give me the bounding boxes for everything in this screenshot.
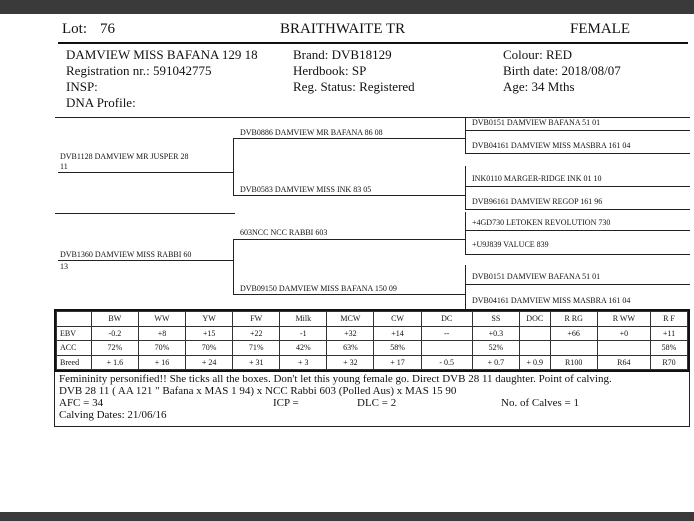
reg-status-value: Reg. Status: Registered xyxy=(293,79,415,94)
ebv-header-cell: DOC xyxy=(519,312,550,327)
breed-cell: + 0.9 xyxy=(519,355,550,370)
breed-cell: + 3 xyxy=(280,355,327,370)
breed-cell: R64 xyxy=(597,355,650,370)
ebv-cell: +14 xyxy=(374,326,421,341)
ebv-header-cell: R WW xyxy=(597,312,650,327)
ebv-header-cell: MCW xyxy=(327,312,374,327)
dam-sire-name: 603NCC NCC RABBI 603 xyxy=(240,228,328,237)
breed-cell: + 32 xyxy=(327,355,374,370)
ggp-line-3 xyxy=(465,186,690,187)
ebv-cell: -- xyxy=(421,326,472,341)
ebv-table xyxy=(56,311,688,370)
ggp-name: +4GD730 LETOKEN REVOLUTION 730 xyxy=(472,218,611,227)
herdbook-value: Herdbook: SP xyxy=(293,63,367,78)
ebv-cell: +8 xyxy=(138,326,185,341)
pedigree-mid-rule xyxy=(55,213,235,214)
ebv-row-label: EBV xyxy=(57,326,92,341)
ebv-cell: +32 xyxy=(327,326,374,341)
acc-row xyxy=(57,341,688,356)
breed-cell: + 16 xyxy=(138,355,185,370)
breed-cell: R100 xyxy=(550,355,597,370)
dna-profile-label: DNA Profile: xyxy=(66,95,136,110)
ebv-cell: +22 xyxy=(233,326,280,341)
dam-sire-line xyxy=(233,239,465,240)
ggp-name: INK0110 MARGER-RIDGE INK 01 10 xyxy=(472,174,602,183)
breed-cell: R70 xyxy=(650,355,687,370)
ggp-line-5 xyxy=(465,230,690,231)
acc-cell: 42% xyxy=(280,341,327,356)
sire-suffix: 11 xyxy=(60,162,68,171)
acc-cell: 71% xyxy=(233,341,280,356)
ggp-name: +U9J839 VALUCE 839 xyxy=(472,240,549,249)
sire-dam-line xyxy=(233,195,465,196)
dam-line xyxy=(58,260,233,261)
ebv-header-cell: DC xyxy=(421,312,472,327)
ebv-header-cell: CW xyxy=(374,312,421,327)
breed-cell: + 0.7 xyxy=(472,355,519,370)
ebv-row xyxy=(57,326,688,341)
ggp-line-4 xyxy=(465,209,690,210)
comment-line-1: Femininity personified!! She ticks all the boxes. Don't let this young female go. Direct DVB 28 11 daughter. Point of calving. xyxy=(59,373,612,385)
acc-cell xyxy=(597,341,650,356)
ggp-branch-4 xyxy=(465,265,466,310)
breed-row xyxy=(57,355,688,370)
ggp-line-2 xyxy=(465,153,690,154)
ebv-header-cell: Milk xyxy=(280,312,327,327)
dam-branch xyxy=(233,239,234,294)
dam-suffix: 13 xyxy=(60,262,68,271)
ebv-cell xyxy=(519,326,550,341)
sex-label: FEMALE xyxy=(570,21,630,37)
acc-cell: 63% xyxy=(327,341,374,356)
acc-cell: 70% xyxy=(138,341,185,356)
ebv-header-cell: YW xyxy=(186,312,233,327)
registration-number: Registration nr.: 591042775 xyxy=(66,63,212,78)
ggp-name: DVB04161 DAMVIEW MISS MASBRA 161 04 xyxy=(472,141,631,150)
ggp-name: DVB96161 DAMVIEW REGOP 161 96 xyxy=(472,197,603,206)
ggp-name: DVB0151 DAMVIEW BAFANA 51 01 xyxy=(472,118,601,127)
calving-stats-row xyxy=(59,397,685,409)
ggp-branch-2 xyxy=(465,166,466,209)
breed-cell: + 1.6 xyxy=(91,355,138,370)
acc-cell: 58% xyxy=(650,341,687,356)
bottom-dark-bar xyxy=(0,512,694,521)
sire-sire-name: DVB0886 DAMVIEW MR BAFANA 86 08 xyxy=(240,128,383,137)
dam-name: DVB1360 DAMVIEW MISS RABBI 60 xyxy=(60,250,192,259)
icp-value: ICP = xyxy=(273,397,299,409)
acc-cell xyxy=(550,341,597,356)
acc-cell: 70% xyxy=(186,341,233,356)
calving-dates: Calving Dates: 21/06/16 xyxy=(59,409,167,421)
ebv-cell: +15 xyxy=(186,326,233,341)
comments-box xyxy=(54,372,690,427)
ggp-line-1 xyxy=(465,130,690,131)
lot-number: 76 xyxy=(100,21,115,37)
animal-name: DAMVIEW MISS BAFANA 129 18 xyxy=(66,47,258,62)
afc-value: AFC = 34 xyxy=(59,397,104,409)
dam-dam-name: DVB09150 DAMVIEW MISS BAFANA 150 09 xyxy=(240,284,397,293)
breed-row-label: Breed xyxy=(57,355,92,370)
ebv-cell: +0 xyxy=(597,326,650,341)
ebv-header-row xyxy=(57,312,688,327)
calves-count: No. of Calves = 1 xyxy=(501,397,579,409)
ebv-header-cell xyxy=(57,312,92,327)
header-rule xyxy=(58,42,688,44)
breed-cell: + 31 xyxy=(233,355,280,370)
colour-value: Colour: RED xyxy=(503,47,572,62)
acc-row-label: ACC xyxy=(57,341,92,356)
ebv-cell: +66 xyxy=(550,326,597,341)
breeder-name: BRAITHWAITE TR xyxy=(280,21,406,37)
ggp-line-6 xyxy=(465,254,690,255)
ebv-cell: +0.3 xyxy=(472,326,519,341)
sire-line xyxy=(58,172,233,173)
acc-cell: 72% xyxy=(91,341,138,356)
ebv-header-cell: R RG xyxy=(550,312,597,327)
sire-sire-line xyxy=(233,138,465,139)
insp-label: INSP: xyxy=(66,79,98,94)
ggp-branch-1 xyxy=(465,117,466,153)
dam-dam-line xyxy=(233,294,465,295)
breed-cell: + 24 xyxy=(186,355,233,370)
ggp-name: DVB04161 DAMVIEW MISS MASBRA 161 04 xyxy=(472,296,631,305)
ebv-cell: -0.2 xyxy=(91,326,138,341)
dlc-value: DLC = 2 xyxy=(357,397,397,409)
ebv-header-cell: WW xyxy=(138,312,185,327)
birth-date-value: Birth date: 2018/08/07 xyxy=(503,63,621,78)
ebv-table-box xyxy=(54,309,690,372)
ebv-header-cell: BW xyxy=(91,312,138,327)
comment-line-2: DVB 28 11 ( AA 121 " Bafana x MAS 1 94) x NCC Rabbi 603 (Polled Aus) x MAS 15 90 xyxy=(59,385,457,397)
top-dark-bar xyxy=(0,0,694,14)
acc-cell xyxy=(519,341,550,356)
lot-label: Lot: xyxy=(62,21,87,37)
brand-value: Brand: DVB18129 xyxy=(293,47,392,62)
ebv-cell: +11 xyxy=(650,326,687,341)
age-value: Age: 34 Mths xyxy=(503,79,575,94)
acc-cell: 58% xyxy=(374,341,421,356)
acc-cell xyxy=(421,341,472,356)
breed-cell: - 0.5 xyxy=(421,355,472,370)
ggp-line-7 xyxy=(465,284,690,285)
ebv-header-cell: FW xyxy=(233,312,280,327)
ebv-cell: -1 xyxy=(280,326,327,341)
ggp-name: DVB0151 DAMVIEW BAFANA 51 01 xyxy=(472,272,601,281)
sire-branch xyxy=(233,138,234,195)
breed-cell: + 17 xyxy=(374,355,421,370)
sire-name: DVB1128 DAMVIEW MR JUSPER 28 xyxy=(60,152,189,161)
ebv-header-cell: R F xyxy=(650,312,687,327)
ggp-branch-3 xyxy=(465,212,466,254)
acc-cell: 52% xyxy=(472,341,519,356)
sire-dam-name: DVB0583 DAMVIEW MISS INK 83 05 xyxy=(240,185,372,194)
ebv-header-cell: SS xyxy=(472,312,519,327)
